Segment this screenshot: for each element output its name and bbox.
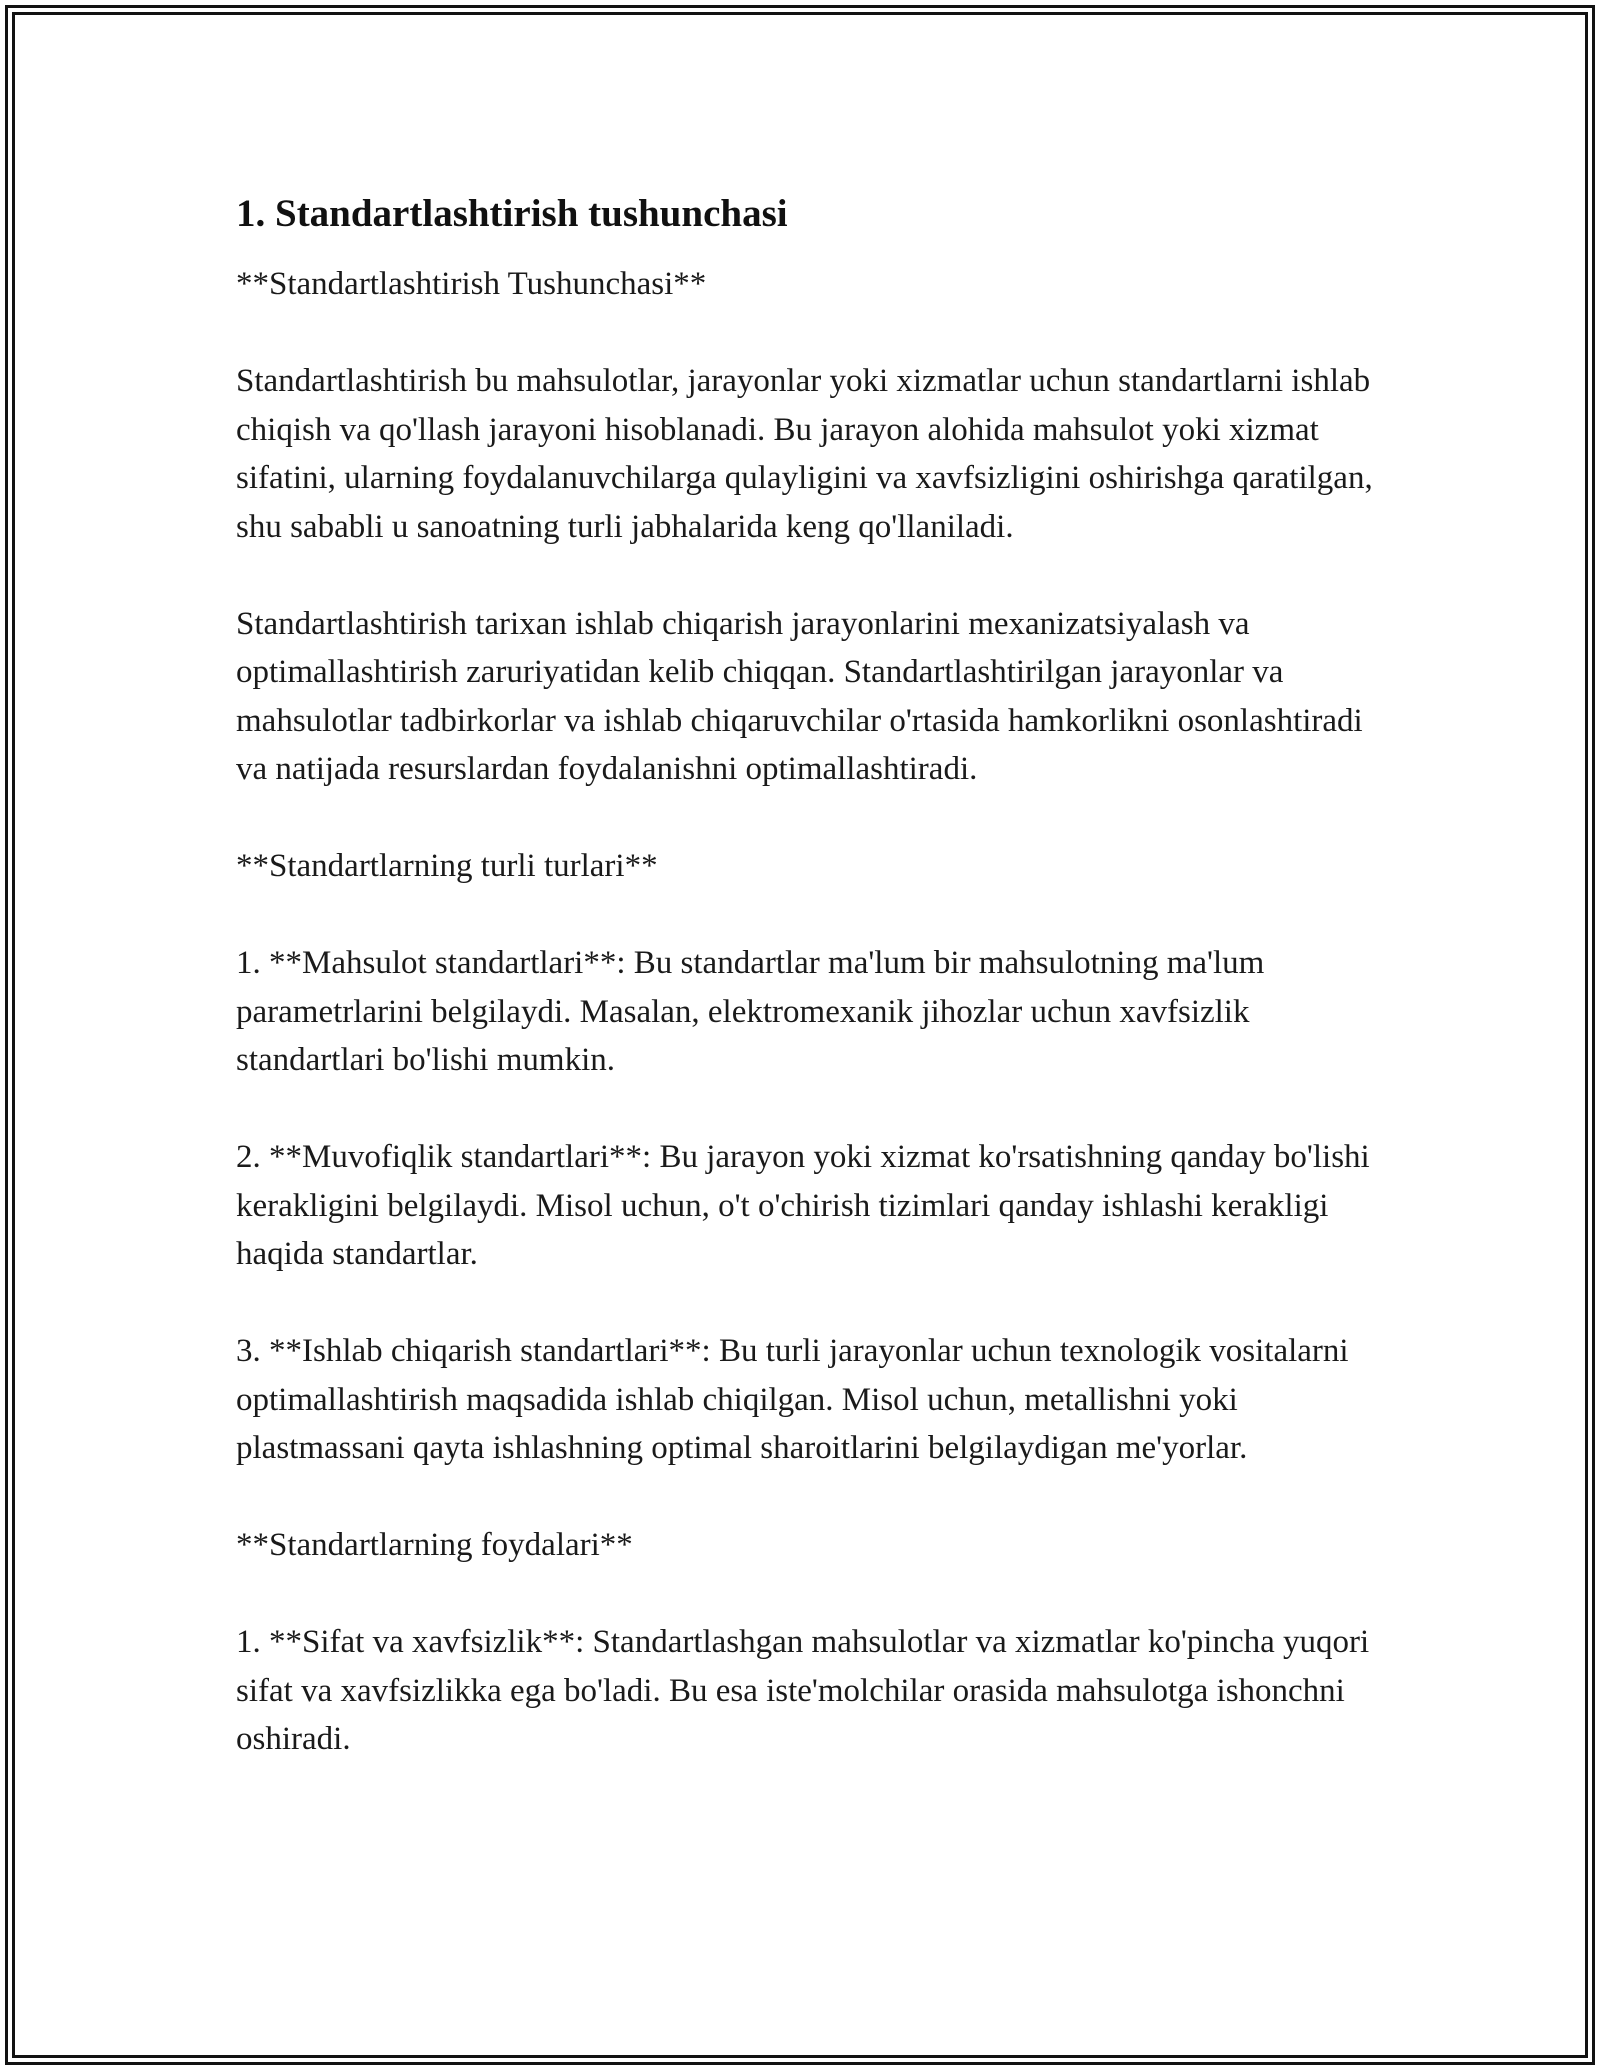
paragraph-gap bbox=[236, 1473, 1376, 1522]
document-page bbox=[236, 190, 1376, 1764]
paragraph-gap bbox=[236, 551, 1376, 600]
paragraph-definition: Standartlashtirish bu mahsulotlar, jarayonlar yoki xizmatlar uchun standartlarni ishlab chiqish va qo'llash jarayoni hisoblanadi. Bu jarayon alohida mahsulot yoki xizmat sifatini, ularning foydalanuvchilarga qulayligini va xavfsizligini oshirishga qaratilgan, shu sababli u sanoatning turli jabhalarida keng qo'llaniladi. bbox=[236, 363, 1373, 545]
list-item-product-standards: 1. **Mahsulot standartlari**: Bu standartlar ma'lum bir mahsulotning ma'lum parametrlarini belgilaydi. Masalan, elektromexanik jihozlar uchun xavfsizlik standartlari bo'lishi mumkin. bbox=[236, 945, 1265, 1078]
paragraph-gap bbox=[236, 891, 1376, 940]
section-heading-benefits: **Standartlarning foydalari** bbox=[236, 1527, 633, 1563]
paragraph-gap bbox=[236, 1279, 1376, 1328]
section-heading-concept: **Standartlashtirish Tushunchasi** bbox=[236, 266, 707, 302]
section-heading-types: **Standartlarning turli turlari** bbox=[236, 848, 658, 884]
list-item-production-standards: 3. **Ishlab chiqarish standartlari**: Bu turli jarayonlar uchun texnologik vositalarni optimallashtirish maqsadida ishlab chiqilgan. Misol uchun, metallishni yoki plastmassani qayta ishlashning optimal sharoitlarini belgilaydigan me'yorlar. bbox=[236, 1333, 1349, 1466]
paragraph-gap bbox=[236, 1085, 1376, 1134]
list-item-conformity-standards: 2. **Muvofiqlik standartlari**: Bu jarayon yoki xizmat ko'rsatishning qanday bo'lishi kerakligini belgilaydi. Misol uchun, o't o'chirish tizimlari qanday ishlashi kerakligi haqida standartlar. bbox=[236, 1139, 1370, 1272]
paragraph-gap bbox=[236, 1570, 1376, 1619]
paragraph-history: Standartlashtirish tarixan ishlab chiqarish jarayonlarini mexanizatsiyalash va optimallashtirish zaruriyatidan kelib chiqqan. Standartlashtirilgan jarayonlar va mahsulotlar tadbirkorlar va ishlab chiqaruvchilar o'rtasida hamkorlikni osonlashtiradi va natijada resurslardan foydalanishni optimallashtiradi. bbox=[236, 605, 1363, 787]
paragraph-gap bbox=[236, 309, 1376, 358]
list-item-quality-safety: 1. **Sifat va xavfsizlik**: Standartlashgan mahsulotlar va xizmatlar ko'pincha yuqori sifat va xavfsizlikka ega bo'ladi. Bu esa iste'molchilar orasida mahsulotga ishonchni oshiradi. bbox=[236, 1624, 1370, 1757]
paragraph-gap bbox=[236, 794, 1376, 843]
document-title: 1. Standartlashtirish tushunchasi bbox=[236, 192, 788, 235]
